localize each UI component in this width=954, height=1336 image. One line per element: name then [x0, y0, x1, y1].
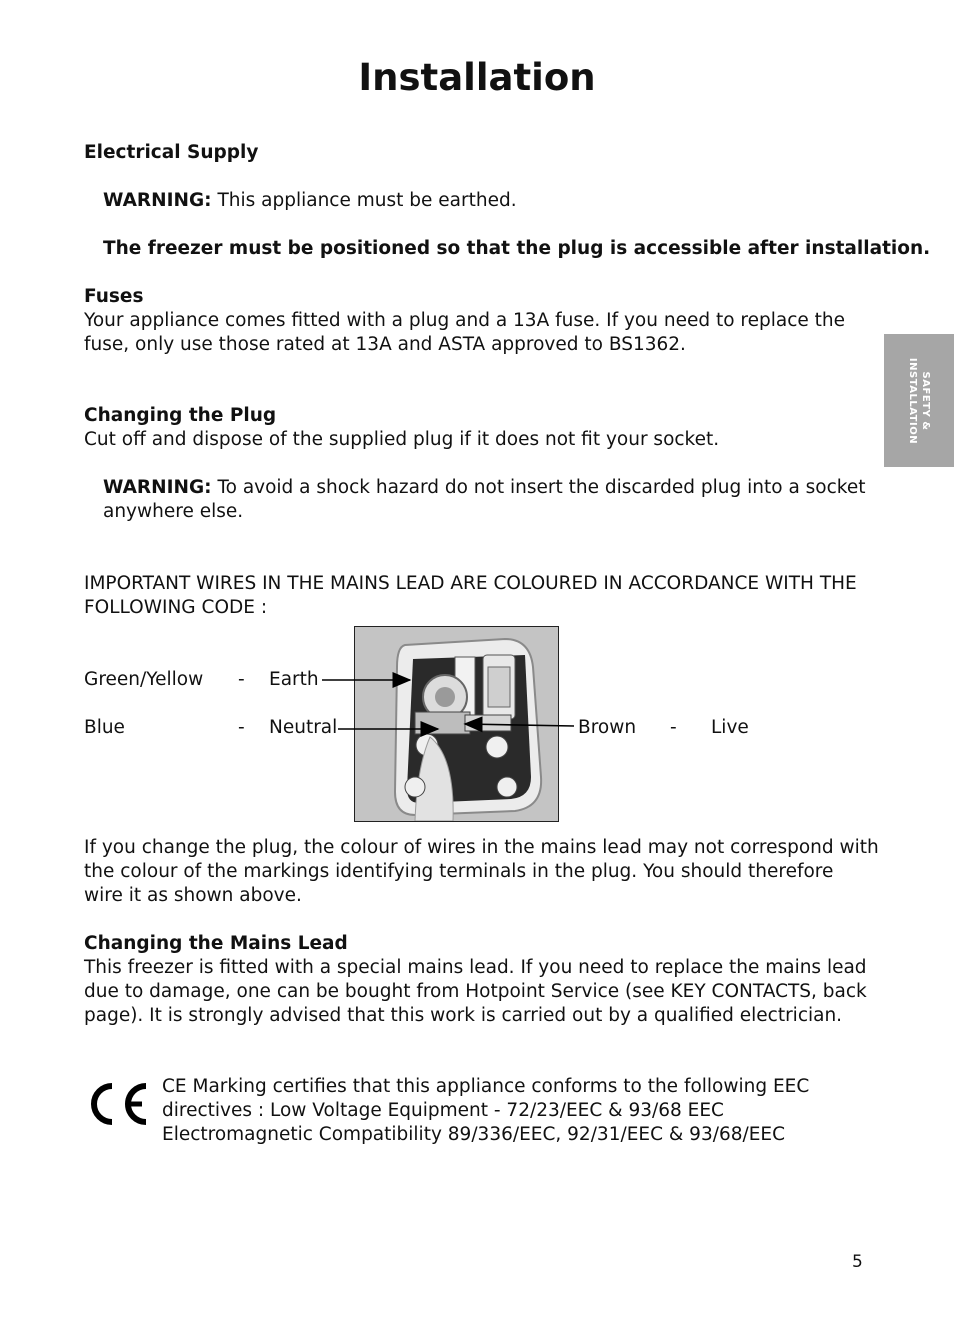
warning-text: To avoid a shock hazard do not insert the discarded plug into a socket	[211, 477, 866, 498]
fuses-text-line2: fuse, only use those rated at 13A and ASTA approved to BS1362.	[84, 334, 686, 355]
earth-wire-colour: Green/Yellow	[84, 669, 204, 690]
plug-note-line3: wire it as shown above.	[84, 885, 302, 906]
warning-label: WARNING:	[103, 477, 212, 498]
warning-text: This appliance must be earthed.	[211, 190, 517, 211]
fuses-text-line1: Your appliance comes fitted with a plug and a 13A fuse. If you need to replace the	[84, 310, 846, 331]
plug-note-line2: the colour of the markings identifying terminals in the plug. You should therefore	[84, 861, 834, 882]
plug-note-line1: If you change the plug, the colour of wires in the mains lead may not correspond with	[84, 837, 879, 858]
mains-lead-line2: due to damage, one can be bought from Hotpoint Service (see KEY CONTACTS, back	[84, 981, 867, 1002]
mains-lead-heading: Changing the Mains Lead	[84, 933, 348, 954]
live-wire-colour: Brown	[578, 717, 637, 738]
wire-code-intro-line2: FOLLOWING CODE :	[84, 597, 268, 618]
wire-code-intro-line1: IMPORTANT WIRES IN THE MAINS LEAD ARE COLOURED IN ACCORDANCE WITH THE	[84, 573, 857, 594]
ce-text-line3: Electromagnetic Compatibility 89/336/EEC, 92/31/EEC & 93/68/EEC	[162, 1124, 786, 1145]
mains-lead-line1: This freezer is fitted with a special mains lead. If you need to replace the mains lead	[84, 957, 867, 978]
page-title: Installation	[358, 56, 596, 99]
shock-warning-line2: anywhere else.	[103, 501, 244, 522]
freezer-position-note: The freezer must be positioned so that the plug is accessible after installation.	[103, 238, 931, 259]
live-wire-name: Live	[711, 717, 749, 738]
electrical-supply-heading: Electrical Supply	[84, 142, 259, 163]
earth-wire-dash: -	[238, 669, 245, 690]
ce-text-line2: directives : Low Voltage Equipment - 72/23/EEC & 93/68 EEC	[162, 1100, 724, 1121]
side-tab-line2: INSTALLATION	[907, 357, 918, 444]
live-wire-dash: -	[670, 717, 677, 738]
earth-wire-name: Earth	[269, 669, 319, 690]
changing-plug-heading: Changing the Plug	[84, 405, 277, 426]
neutral-wire-name: Neutral	[269, 717, 338, 738]
ce-mark-icon	[82, 1081, 150, 1131]
live-arrow	[465, 724, 574, 726]
neutral-wire-colour: Blue	[84, 717, 125, 738]
side-tab-line1: SAFETY &	[920, 371, 931, 430]
mains-lead-line3: page). It is strongly advised that this work is carried out by a qualified electrician.	[84, 1005, 843, 1026]
page-number: 5	[852, 1252, 863, 1272]
warning-label: WARNING:	[103, 190, 212, 211]
ce-text-line1: CE Marking certifies that this appliance conforms to the following EEC	[162, 1076, 810, 1097]
neutral-wire-dash: -	[238, 717, 245, 738]
fuses-heading: Fuses	[84, 286, 144, 307]
changing-plug-text: Cut off and dispose of the supplied plug if it does not fit your socket.	[84, 429, 720, 450]
